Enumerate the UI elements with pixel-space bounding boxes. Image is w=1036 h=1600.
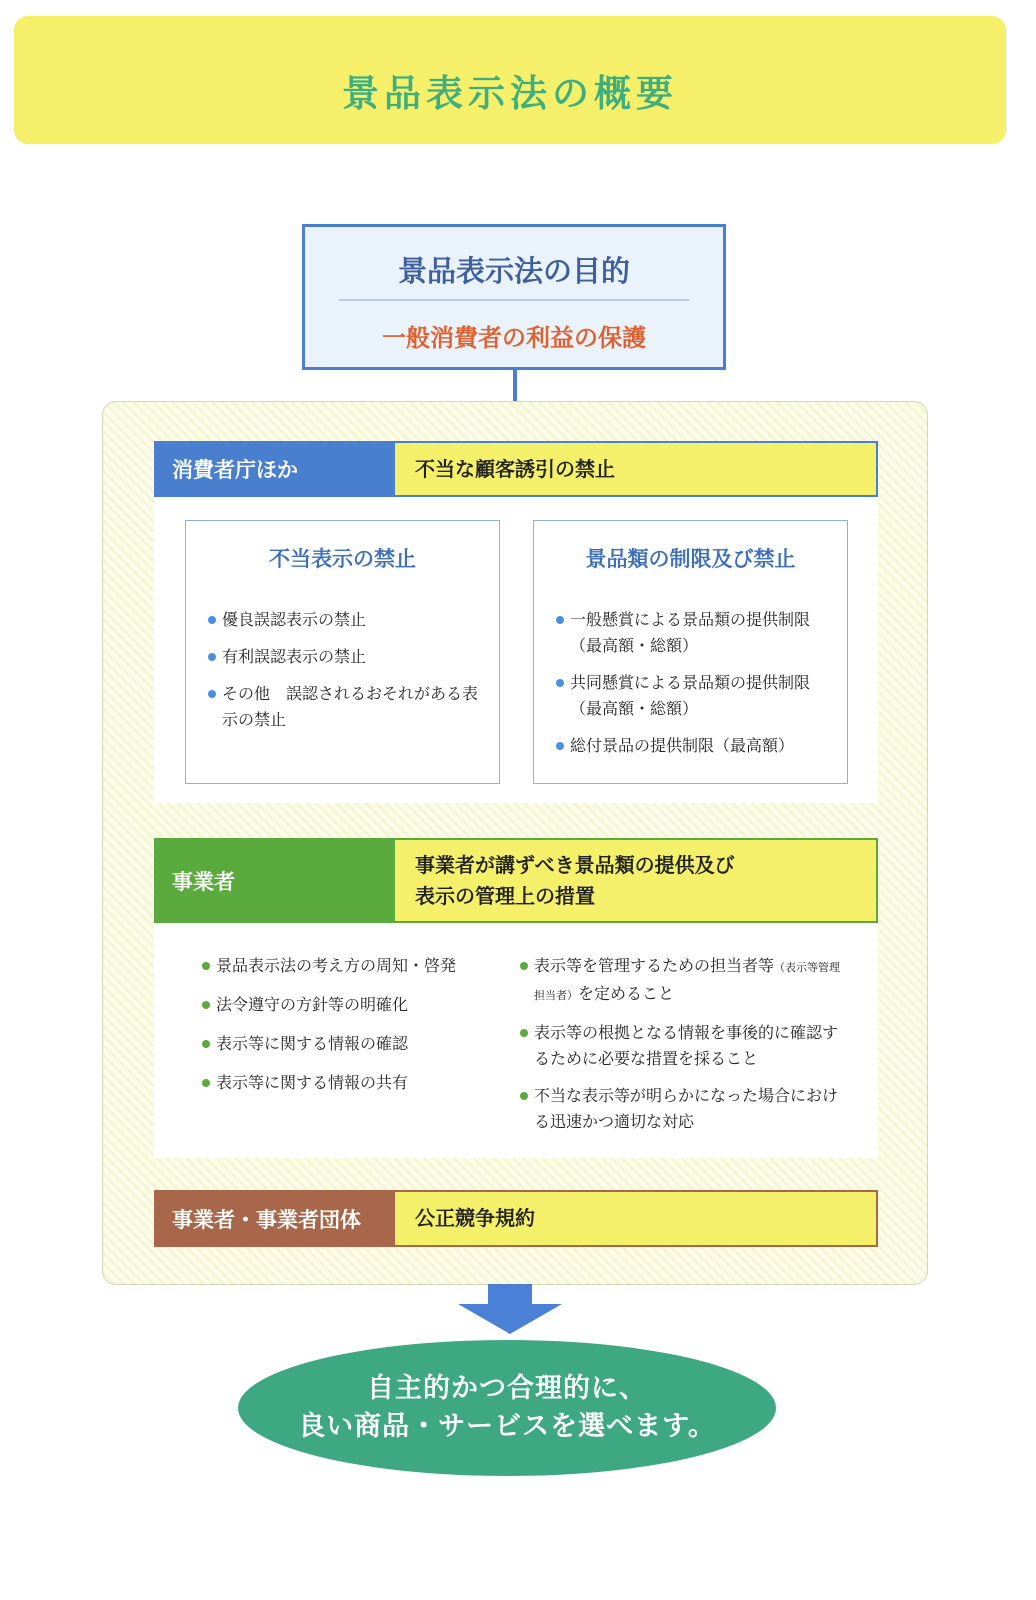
section2-heading-line1: 事業者が講ずべき景品類の提供及び (415, 852, 735, 877)
purpose-text: 一般消費者の利益の保護 (382, 324, 646, 352)
down-arrow-icon (458, 1284, 562, 1334)
list-item: その他 誤認されるおそれがある表示の禁止 (208, 681, 485, 733)
result-line2: 良い商品・サービスを選べます。 (298, 1411, 716, 1442)
list-item: 表示等に関する情報の共有 (202, 1070, 502, 1096)
list-item: 法令遵守の方針等の明確化 (202, 992, 502, 1018)
section1-label: 消費者庁ほか (154, 441, 395, 497)
list-item: 有利誤認表示の禁止 (208, 644, 485, 670)
item1-small: （表示等管理担当者） (534, 961, 841, 1002)
section2-label: 事業者 (154, 838, 395, 923)
list-item: 表示等に関する情報の確認 (202, 1031, 502, 1057)
box-b-title: 景品類の制限及び禁止 (585, 547, 796, 571)
result-ellipse (238, 1340, 776, 1476)
list-item (520, 953, 848, 1009)
list-item: 一般懸賞による景品類の提供制限（最高額・総額） (556, 607, 833, 659)
list-item: 総付景品の提供制限（最高額） (556, 733, 833, 759)
list-item: 優良誤認表示の禁止 (208, 607, 485, 633)
list-item: 景品表示法の考え方の周知・啓発 (202, 953, 502, 979)
box-b-list (556, 607, 833, 759)
list-item: 表示等の根拠となる情報を事後的に確認するために必要な措置を採ること (520, 1020, 848, 1072)
purpose-box (302, 224, 726, 370)
section2-left-list (202, 953, 502, 1096)
result-line1: 自主的かつ合理的に、 (367, 1373, 647, 1404)
page-title: 景品表示法の概要 (342, 72, 678, 115)
section2-right-list (520, 953, 848, 1135)
box-a-title: 不当表示の禁止 (269, 547, 416, 571)
section2-body (154, 923, 878, 1158)
item1-main: 表示等を管理するための担当者等 (534, 956, 775, 975)
list-item: 共同懸賞による景品類の提供制限（最高額・総額） (556, 670, 833, 722)
box-a-list (208, 607, 485, 733)
connector-line (513, 370, 517, 402)
section2-heading-line2: 表示の管理上の措置 (415, 883, 595, 908)
section2-heading (395, 838, 878, 923)
misleading-representation-box (185, 520, 500, 784)
purpose-divider (339, 299, 689, 301)
list-item: 不当な表示等が明らかになった場合における迅速かつ適切な対応 (520, 1083, 848, 1135)
title-banner (14, 16, 1006, 144)
section1-heading: 不当な顧客誘引の禁止 (395, 441, 878, 497)
section3-heading: 公正競争規約 (395, 1190, 878, 1247)
section3-label: 事業者・事業者団体 (154, 1190, 395, 1247)
item1-tail: を定めること (578, 984, 675, 1003)
premium-restriction-box (533, 520, 848, 784)
purpose-title: 景品表示法の目的 (397, 254, 630, 288)
